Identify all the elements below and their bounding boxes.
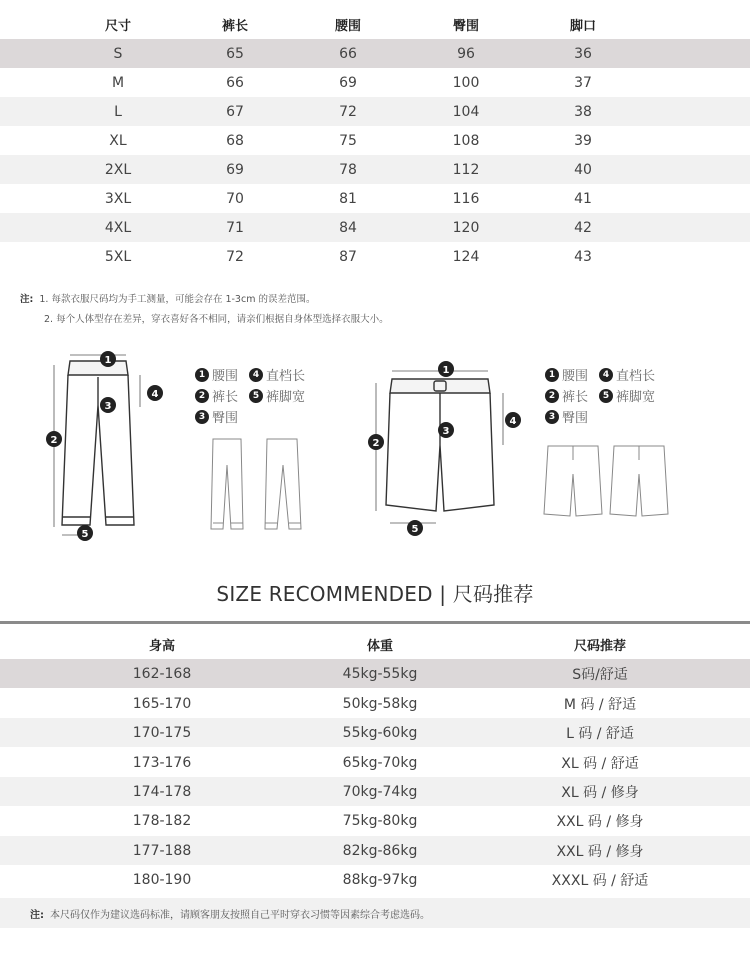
recommend-cell: 75kg-80kg	[342, 812, 418, 829]
legend-item-waist: 1 腰围	[545, 365, 588, 384]
recommend-table-row	[0, 836, 750, 865]
shorts-marker-5	[407, 520, 423, 536]
size-table-cell: M	[111, 74, 125, 91]
recommend-cell: 88kg-97kg	[342, 871, 418, 888]
shorts-marker-4	[505, 412, 521, 428]
size-table-cell: 2XL	[104, 161, 132, 178]
size-table-cell: 116	[452, 190, 480, 207]
recommend-cell: 165-170	[132, 695, 192, 712]
size-table-cell: 87	[339, 248, 357, 265]
size-table-cell: 36	[574, 45, 592, 62]
size-table-cell: 40	[574, 161, 592, 178]
recommend-cell: XL 码 / 修身	[561, 784, 639, 801]
size-table-cell: 75	[339, 132, 357, 149]
size-table-cell: 71	[226, 219, 244, 236]
recommend-table-row	[0, 659, 750, 688]
size-table-cell: S	[113, 45, 123, 62]
recommend-cell: 82kg-86kg	[342, 842, 418, 859]
size-table-cell: 112	[452, 161, 480, 178]
recommend-cell: 170-175	[132, 724, 192, 741]
recommend-cell: 65kg-70kg	[342, 754, 418, 771]
recommend-cell: 55kg-60kg	[342, 724, 418, 741]
recommend-cell: 174-178	[132, 783, 192, 800]
legend-item-hem: 5 裤脚宽	[599, 386, 655, 405]
recommend-header-cell: 尺码推荐	[573, 639, 626, 654]
size-table-cell: 5XL	[104, 248, 132, 265]
size-table-row	[0, 213, 750, 242]
shorts-marker-2	[368, 434, 384, 450]
pants-marker-4	[147, 385, 163, 401]
size-table-header-cell: 脚口	[569, 19, 596, 34]
long-pants-thumbnails	[205, 435, 315, 535]
shorts-marker-3	[438, 422, 454, 438]
recommend-cell: M 码 / 舒适	[563, 696, 637, 713]
shorts-marker-1	[438, 361, 454, 377]
size-table-row	[0, 126, 750, 155]
legend-item-length: 2 裤长	[545, 386, 588, 405]
size-table-cell: XL	[109, 132, 127, 149]
recommend-table-row	[0, 689, 750, 718]
size-table-header-cell: 裤长	[221, 19, 248, 34]
long-pants-diagram	[40, 345, 180, 545]
size-table-row	[0, 155, 750, 184]
legend-item-length: 2 裤长	[195, 386, 238, 405]
size-table-cell: 69	[339, 74, 357, 91]
note-line-2: 2. 每个人体型存在差异，穿衣喜好各不相同，请亲们根据自身体型选择衣服大小。	[44, 314, 389, 325]
pants-marker-3	[100, 397, 116, 413]
pants-marker-5	[77, 525, 93, 541]
recommend-cell: XXXL 码 / 舒适	[551, 872, 649, 889]
legend-item-waist: 1 腰围	[195, 365, 238, 384]
pants-marker-1	[100, 351, 116, 367]
recommend-cell: 180-190	[132, 871, 192, 888]
size-recommended-title: SIZE RECOMMENDED | 尺码推荐	[216, 582, 534, 606]
size-table-cell: 70	[226, 190, 244, 207]
size-table-row	[0, 68, 750, 97]
legend-item-hip: 3 臀围	[545, 407, 588, 426]
recommend-table-row	[0, 718, 750, 747]
recommend-cell: 162-168	[132, 665, 192, 682]
recommend-cell: XXL 码 / 修身	[556, 843, 644, 860]
recommend-cell: 173-176	[132, 754, 192, 771]
svg-text:2: 2	[372, 438, 380, 449]
size-table-header-cell: 臀围	[452, 19, 479, 34]
footnote-label: 注:	[30, 909, 44, 921]
legend-item-hip: 3 臀围	[195, 407, 238, 426]
svg-text:5: 5	[81, 529, 89, 540]
recommend-cell: 50kg-58kg	[342, 695, 418, 712]
recommend-table-row	[0, 806, 750, 835]
size-table-row	[0, 97, 750, 126]
shorts-thumbnails	[540, 440, 670, 520]
size-table-cell: 72	[226, 248, 244, 265]
shorts-diagram	[360, 345, 530, 540]
size-table-header-cell: 尺寸	[104, 19, 131, 34]
size-table-cell: 65	[226, 45, 244, 62]
svg-text:1: 1	[104, 355, 112, 366]
legend-item-rise: 4 直档长	[599, 365, 655, 384]
recommend-cell: S码/舒适	[572, 666, 628, 683]
pants-marker-2	[46, 431, 62, 447]
size-table-cell: 4XL	[104, 219, 132, 236]
size-table-cell: 100	[452, 74, 480, 91]
size-table-cell: 37	[574, 74, 592, 91]
recommend-header-cell: 体重	[366, 639, 393, 654]
size-table-cell: 78	[339, 161, 357, 178]
size-table-cell: 104	[452, 103, 480, 120]
recommend-table-row	[0, 865, 750, 894]
section-divider	[0, 621, 750, 624]
recommend-header-cell: 身高	[148, 639, 175, 654]
size-table-header	[0, 10, 750, 39]
size-table-cell: 67	[226, 103, 244, 120]
size-table-cell: 66	[226, 74, 244, 91]
size-table-cell: 68	[226, 132, 244, 149]
size-table-cell: 124	[452, 248, 480, 265]
size-table-header-cell: 腰围	[334, 19, 361, 34]
size-table-cell: 120	[452, 219, 480, 236]
recommend-footnote	[0, 898, 750, 928]
legend-item-rise: 4 直档长	[249, 365, 305, 384]
size-table-row	[0, 242, 750, 271]
size-table-cell: 39	[574, 132, 592, 149]
size-table-cell: 43	[574, 248, 592, 265]
size-table-cell: 41	[574, 190, 592, 207]
recommend-cell: XL 码 / 舒适	[561, 755, 639, 772]
recommend-table-row	[0, 777, 750, 806]
size-table-cell: 84	[339, 219, 357, 236]
size-table-cell: 69	[226, 161, 244, 178]
recommend-cell: L 码 / 舒适	[566, 725, 634, 742]
svg-text:3: 3	[104, 401, 112, 412]
recommend-cell: 45kg-55kg	[342, 665, 418, 682]
size-table-cell: 72	[339, 103, 357, 120]
size-table-cell: 42	[574, 219, 592, 236]
size-table-cell: 108	[452, 132, 480, 149]
svg-text:4: 4	[509, 416, 517, 427]
size-table-cell: 66	[339, 45, 357, 62]
notes-label: 注:	[20, 294, 34, 305]
svg-text:3: 3	[442, 426, 450, 437]
size-table-cell: 3XL	[104, 190, 132, 207]
recommend-table-row	[0, 748, 750, 777]
recommend-table-header	[0, 630, 750, 659]
legend-item-hem: 5 裤脚宽	[249, 386, 305, 405]
svg-text:4: 4	[151, 389, 159, 400]
recommend-cell: 177-188	[132, 842, 192, 859]
size-table-row	[0, 39, 750, 68]
svg-text:5: 5	[411, 524, 419, 535]
footnote-text: 本尺码仅作为建议选码标准，请顾客朋友按照自己平时穿衣习惯等因素综合考虑选码。	[50, 909, 430, 921]
size-table-cell: 96	[457, 45, 475, 62]
svg-text:1: 1	[442, 365, 450, 376]
size-table-row	[0, 184, 750, 213]
measurement-notes	[20, 290, 389, 330]
recommend-cell: XXL 码 / 修身	[556, 813, 644, 830]
svg-text:2: 2	[50, 435, 58, 446]
note-line-1: 1. 每款衣服尺码均为手工测量，可能会存在 1-3cm 的误差范围。	[39, 294, 316, 305]
recommend-cell: 178-182	[132, 812, 192, 829]
size-table-cell: L	[114, 103, 122, 120]
size-table-cell: 38	[574, 103, 592, 120]
recommend-cell: 70kg-74kg	[342, 783, 418, 800]
size-table-cell: 81	[339, 190, 357, 207]
